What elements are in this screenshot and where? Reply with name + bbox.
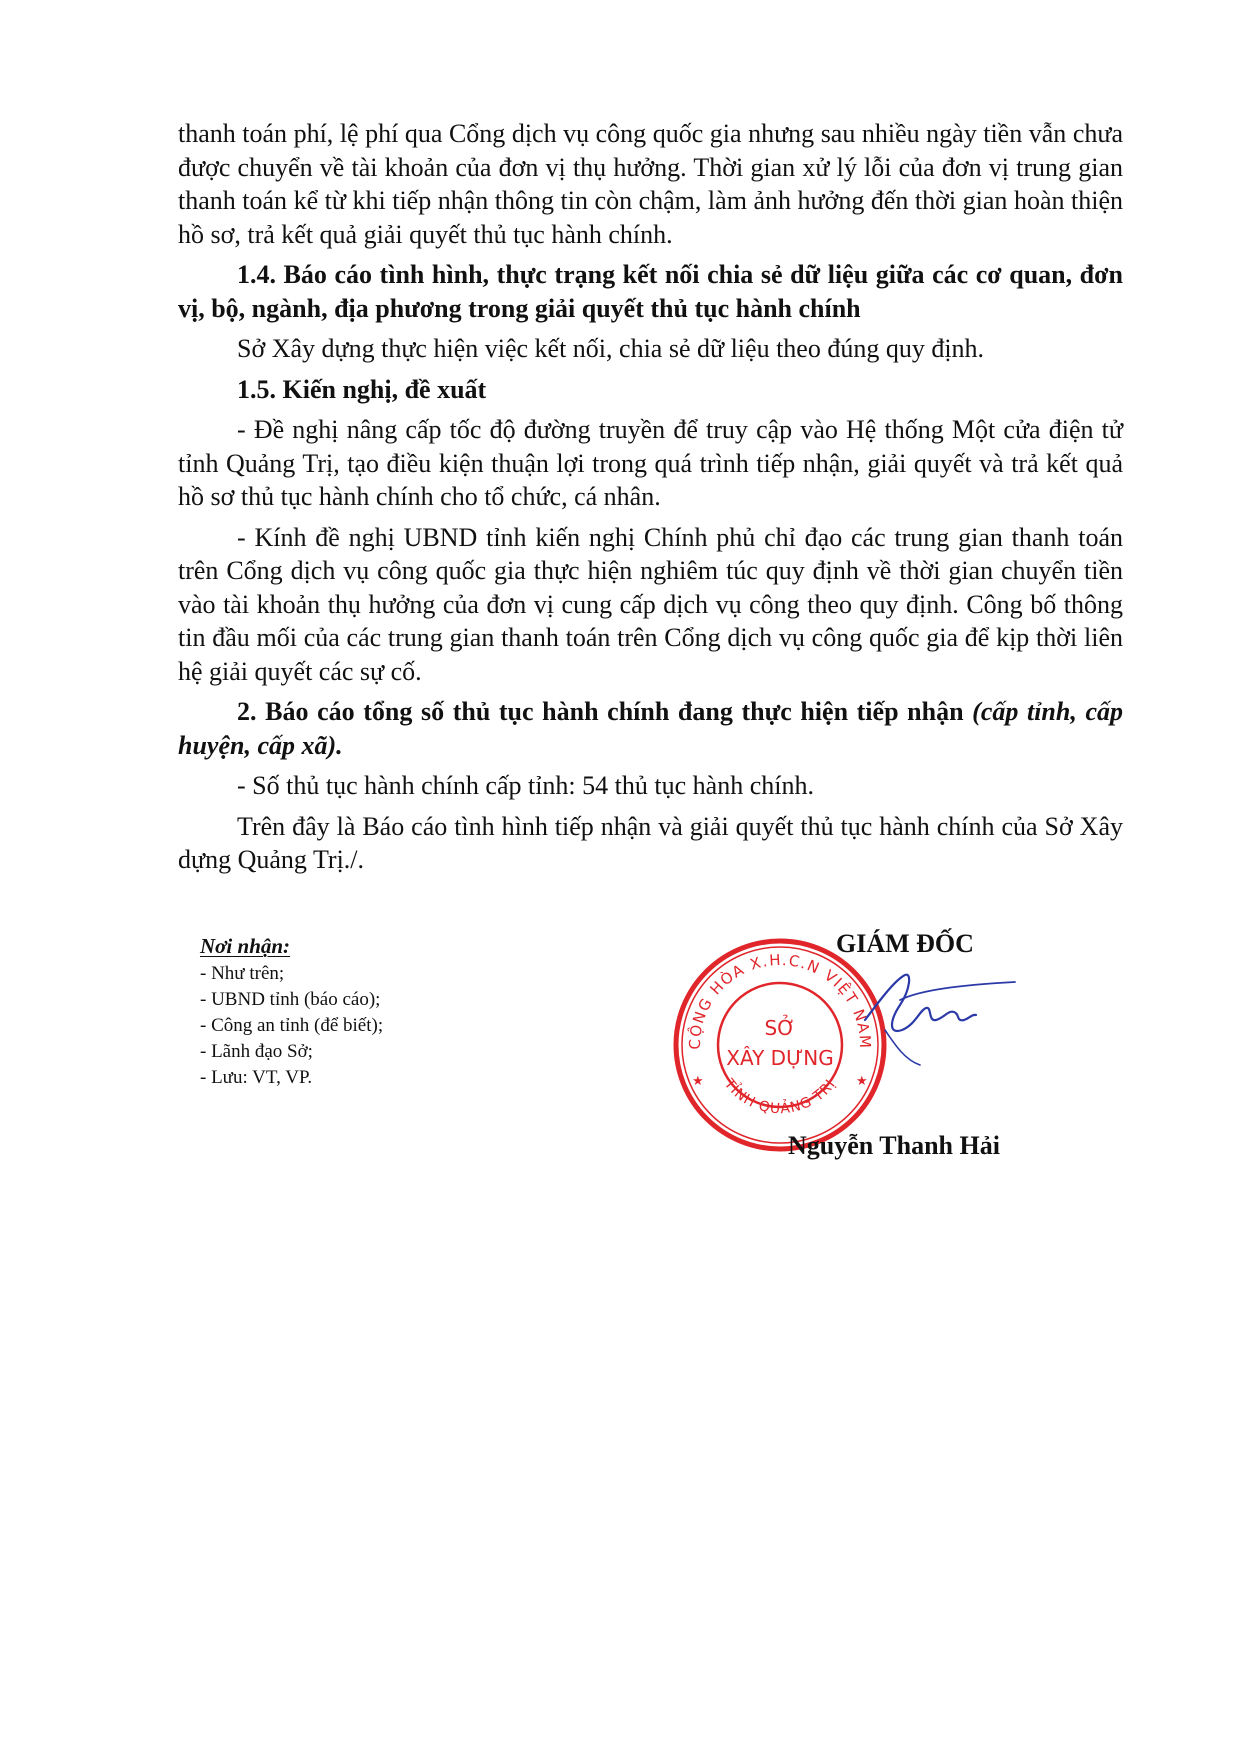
- section-heading-2-bold: 2. Báo cáo tổng số thủ tục hành chính đang thực hiện tiếp nhận: [237, 697, 973, 726]
- section-heading-1-4: 1.4. Báo cáo tình hình, thực trạng kết nối chia sẻ dữ liệu giữa các cơ quan, đơn vị, bộ, ngành, địa phương trong giải quyết thủ tục hành chính: [178, 260, 1123, 323]
- section-heading-1-5: 1.5. Kiến nghị, đề xuất: [237, 374, 487, 404]
- recipient-item: - Công an tỉnh (để biết);: [200, 1015, 384, 1036]
- recipients-title: Nơi nhận:: [200, 934, 291, 958]
- recipients-list: [200, 961, 600, 1091]
- paragraph-proposal-1: - Đề nghị nâng cấp tốc độ đường truyền để truy cập vào Hệ thống Một cửa điện tử tỉnh Quảng Trị, tạo điều kiện thuận lợi trong quá trình tiếp nhận, giải quyết và trả kết quả hồ sơ thủ tục hành chính cho tổ chức, cá nhân.: [178, 415, 1123, 511]
- seal-line-1: SỞ: [764, 1016, 796, 1040]
- recipients-block: [200, 933, 600, 1091]
- paragraph-data-sharing: Sở Xây dựng thực hiện việc kết nối, chia sẻ dữ liệu theo đúng quy định.: [237, 334, 985, 363]
- recipient-item: - Như trên;: [200, 963, 285, 984]
- paragraph-continuation: thanh toán phí, lệ phí qua Cổng dịch vụ công quốc gia nhưng sau nhiều ngày tiền vẫn chưa được chuyển về tài khoản của đơn vị thụ hưởng. Thời gian xử lý lỗi của đơn vị trung gian thanh toán kể từ khi tiếp nhận thông tin còn chậm, làm ảnh hưởng đến thời gian hoàn thiện hồ sơ, trả kết quả giải quyết thủ tục hành chính.: [178, 119, 1123, 249]
- recipient-item: - Lãnh đạo Sở;: [200, 1041, 313, 1062]
- paragraph-proposal-2: - Kính đề nghị UBND tỉnh kiến nghị Chính phủ chỉ đạo các trung gian thanh toán trên Cổng dịch vụ công quốc gia thực hiện nghiêm túc quy định về thời gian chuyển tiền vào tài khoản thụ hưởng của đơn vị cung cấp dịch vụ công theo quy định. Công bố thông tin đầu mối của các trung gian thanh toán trên Cổng dịch vụ công quốc gia để kịp thời liên hệ giải quyết các sự cố.: [178, 522, 1123, 686]
- handwritten-signature: [860, 960, 1020, 1070]
- official-seal-stamp: [670, 935, 890, 1155]
- seal-bottom-text: TỈNH QUẢNG TRỊ: [720, 1076, 840, 1118]
- document-body: [178, 117, 1123, 884]
- section-heading-2-italic: (cấp tỉnh, cấp huyện, cấp xã).: [178, 697, 1123, 760]
- seal-star-icon: ★: [856, 1074, 868, 1089]
- seal-ring-text: CỘNG HÒA X.H.C.N VIỆT NAM: [685, 950, 875, 1050]
- section-heading-2: [178, 695, 1123, 762]
- paragraph-closing: Trên đây là Báo cáo tình hình tiếp nhận và giải quyết thủ tục hành chính của Sở Xây dựng Quảng Trị./.: [178, 811, 1123, 874]
- seal-star-icon: ★: [692, 1074, 704, 1089]
- recipient-item: - UBND tỉnh (báo cáo);: [200, 989, 381, 1010]
- recipient-item: - Lưu: VT, VP.: [200, 1067, 313, 1088]
- signer-name: Nguyễn Thanh Hải: [788, 1131, 1000, 1160]
- seal-line-2: XÂY DỰNG: [726, 1046, 834, 1070]
- signer-title: GIÁM ĐỐC: [836, 929, 974, 958]
- paragraph-procedure-count: - Số thủ tục hành chính cấp tỉnh: 54 thủ tục hành chính.: [237, 771, 814, 800]
